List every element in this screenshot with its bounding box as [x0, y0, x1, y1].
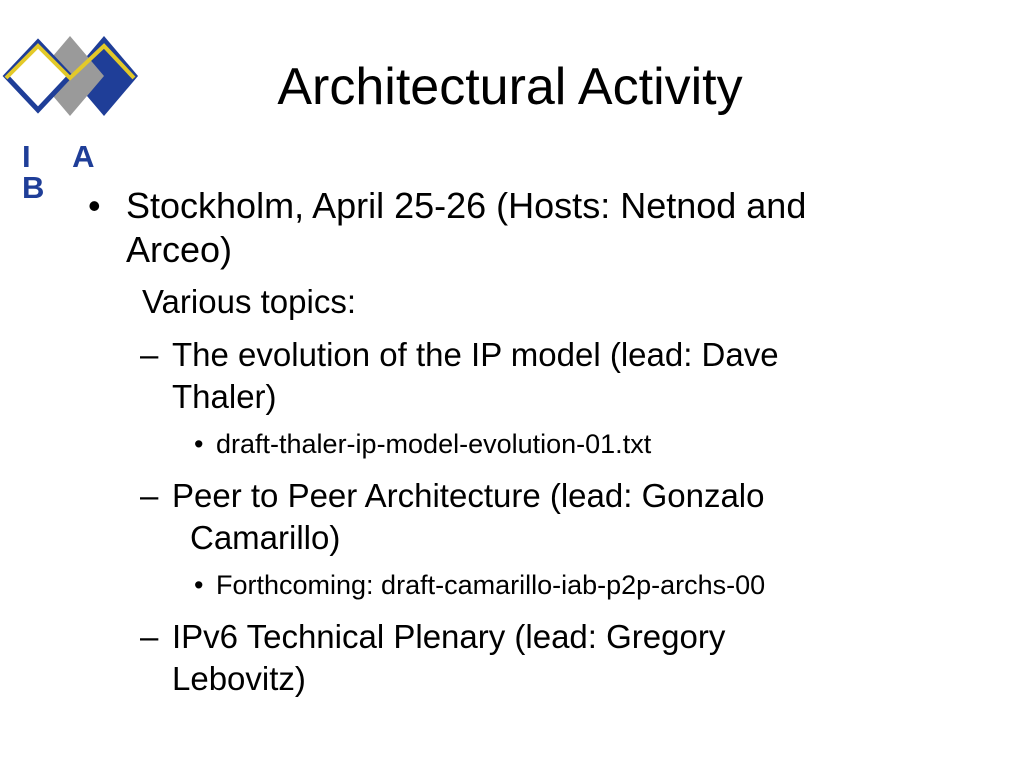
iab-logo	[0, 28, 140, 205]
iab-logo-icon	[0, 28, 140, 120]
bullet-text-line: Forthcoming: draft-camarillo-iab-p2p-archs-00	[216, 570, 766, 600]
bullet-marker: •	[194, 429, 204, 459]
slide-title: Architectural Activity	[277, 58, 743, 116]
bullet-marker: •	[88, 185, 101, 226]
bullet-text-line: IPv6 Technical Plenary (lead: Gregory	[172, 618, 726, 655]
bullet-text-line: Stockholm, April 25-26 (Hosts: Netnod and	[126, 185, 807, 226]
bullet-text-line: Various topics:	[142, 283, 356, 320]
bullet-text-line: Arceo)	[126, 229, 233, 270]
dash-marker: –	[140, 336, 159, 373]
bullet-text-line: Thaler)	[172, 378, 277, 415]
bullet-text-line: Peer to Peer Architecture (lead: Gonzalo	[172, 477, 765, 514]
bullet-text-line: Lebovitz)	[172, 660, 306, 697]
iab-logo-text: I A B	[22, 139, 111, 205]
dash-marker: –	[140, 618, 159, 655]
dash-marker: –	[140, 477, 159, 514]
bullet-marker: •	[194, 570, 204, 600]
bullet-text-line: draft-thaler-ip-model-evolution-01.txt	[216, 429, 652, 459]
bullet-text-line: The evolution of the IP model (lead: Dave	[172, 336, 779, 373]
bullet-text-line: Camarillo)	[190, 519, 341, 556]
